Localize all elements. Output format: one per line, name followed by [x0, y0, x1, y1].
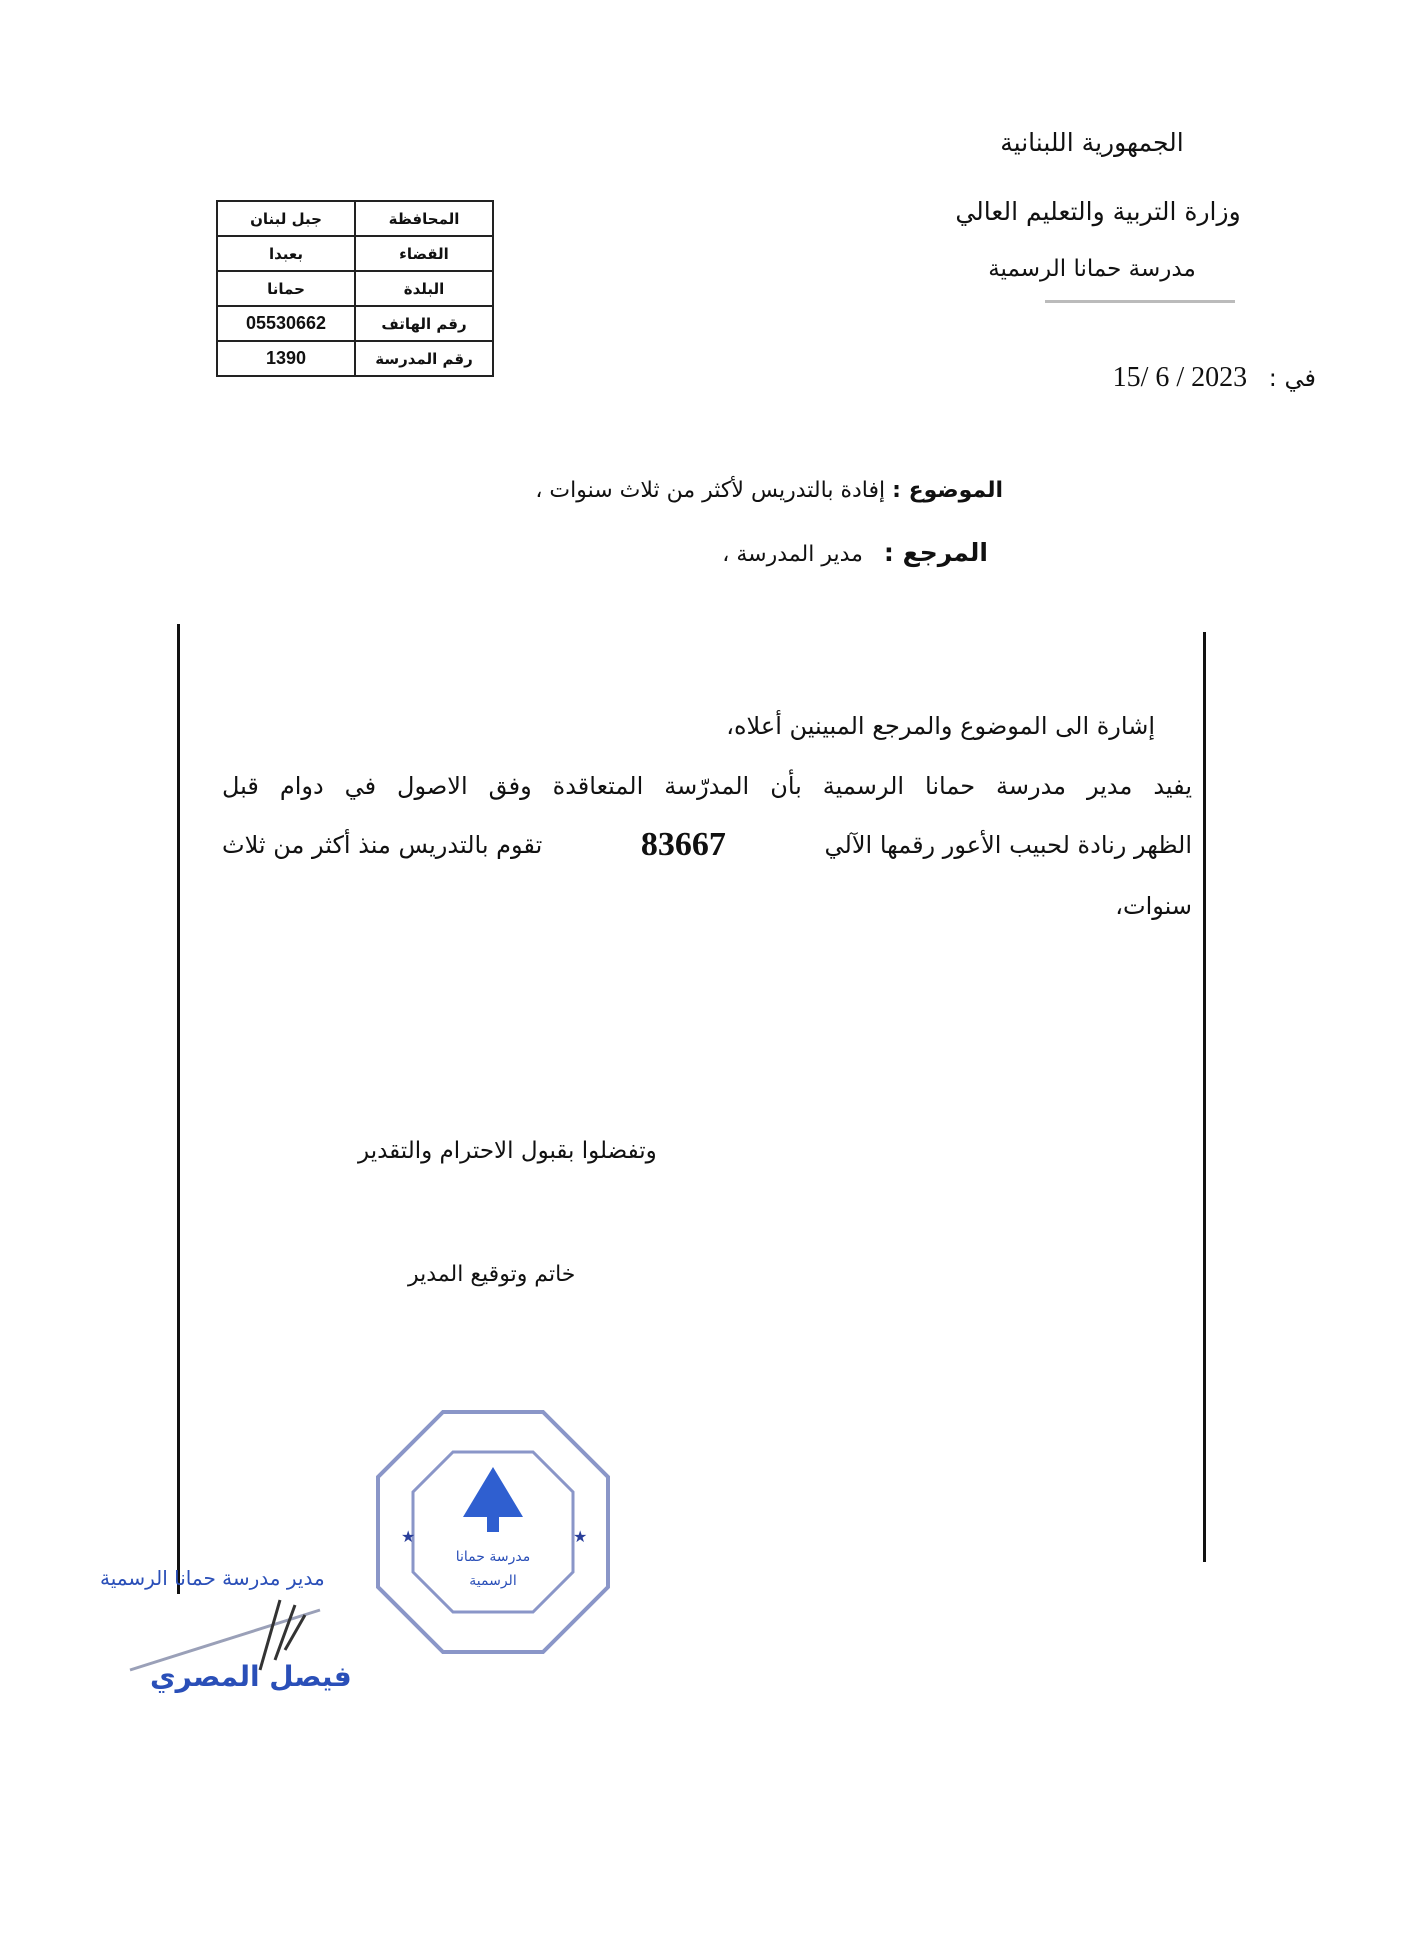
cell-label: رقم الهاتف: [355, 306, 493, 341]
left-margin-line: [177, 624, 180, 1594]
cell-label: القضاء: [355, 236, 493, 271]
cell-value: جبل لبنان: [217, 201, 355, 236]
reference-line: [722, 538, 988, 567]
teacher-id: 83667: [640, 826, 726, 863]
table-row: [217, 201, 493, 236]
header-republic: الجمهورية اللبنانية: [1000, 128, 1184, 157]
body-line-3: سنوات،: [1115, 892, 1192, 920]
stamp-octagon-icon: [373, 1407, 613, 1657]
header-school: مدرسة حمانا الرسمية: [988, 256, 1196, 282]
subject-label: الموضوع :: [892, 478, 1003, 503]
signer-name: فيصل المصري: [150, 1660, 352, 1693]
school-info-table: [216, 200, 494, 377]
subject-line: [535, 478, 1003, 503]
date-label: في :: [1268, 364, 1316, 392]
table-row: [217, 271, 493, 306]
header-ministry: وزارة التربية والتعليم العالي: [955, 197, 1241, 226]
body-line-2-end: تقوم بالتدريس منذ أكثر من ثلاث: [222, 831, 543, 859]
body-line-2-start: الظهر رنادة لحبيب الأعور رقمها الآلي: [824, 831, 1192, 859]
signature-label: خاتم وتوقيع المدير: [408, 1262, 576, 1287]
body-line-2: [222, 826, 1192, 864]
cell-label: البلدة: [355, 271, 493, 306]
official-stamp: [373, 1407, 613, 1657]
table-row: [217, 306, 493, 341]
cell-value: 05530662: [217, 306, 355, 341]
header-underline: [1045, 300, 1235, 303]
svg-text:★: ★: [401, 1527, 416, 1546]
subject-text: إفادة بالتدريس لأكثر من ثلاث سنوات ،: [535, 478, 886, 503]
body-intro: إشارة الى الموضوع والمرجع المبينين أعلاه،: [726, 712, 1155, 740]
table-row: [217, 341, 493, 376]
reference-label: المرجع :: [883, 538, 988, 567]
table-row: [217, 236, 493, 271]
cell-value: 1390: [217, 341, 355, 376]
reference-text: مدير المدرسة ،: [722, 542, 863, 567]
body-line-1: يفيد مدير مدرسة حمانا الرسمية بأن المدرّسة المتعاقدة وفق الاصول في دوام قبل: [222, 772, 1192, 800]
right-margin-line: [1203, 632, 1206, 1562]
cell-label: المحافظة: [355, 201, 493, 236]
cell-value: حمانا: [217, 271, 355, 306]
cell-value: بعبدا: [217, 236, 355, 271]
date-line: [1113, 362, 1316, 394]
date-value: 2023 / 6 /15: [1112, 362, 1248, 393]
stamp-inner-text: مدرسة حمانا الرسمية: [455, 1549, 531, 1589]
svg-text:★: ★: [573, 1527, 588, 1546]
signature-title: مدير مدرسة حمانا الرسمية: [100, 1566, 325, 1590]
closing-text: وتفضلوا بقبول الاحترام والتقدير: [358, 1138, 657, 1164]
cell-label: رقم المدرسة: [355, 341, 493, 376]
